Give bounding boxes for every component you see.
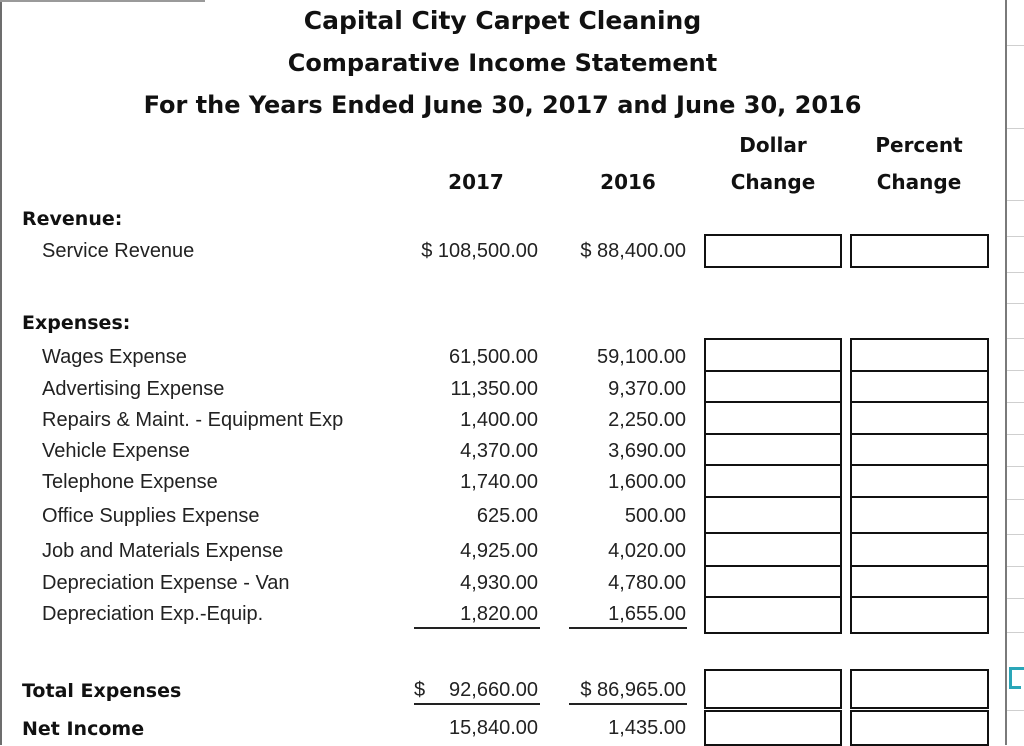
expenses-section-label: Expenses:	[22, 312, 131, 334]
total-expenses-percent-change-input[interactable]	[850, 669, 989, 709]
grid-line	[1007, 632, 1024, 633]
expense-percent-change-input[interactable]	[850, 496, 989, 534]
service-revenue-percent-change-input[interactable]	[850, 234, 989, 268]
expense-dollar-change-input[interactable]	[704, 464, 842, 498]
grid-line	[1007, 402, 1024, 403]
expense-2016-value: 1,600.00	[608, 471, 686, 493]
grid-line	[1007, 499, 1024, 500]
total-expenses-label: Total Expenses	[22, 680, 182, 702]
statement-title: Comparative Income Statement	[287, 49, 718, 77]
grid-line	[1007, 45, 1024, 46]
grid-line	[1007, 303, 1024, 304]
grid-line	[1007, 338, 1024, 339]
expense-dollar-change-input[interactable]	[704, 401, 842, 435]
expense-label: Job and Materials Expense	[42, 540, 284, 562]
total-expenses-2017-currency: $	[414, 679, 426, 701]
net-income-percent-change-input[interactable]	[850, 710, 989, 746]
expense-2017-value: 625.00	[476, 505, 538, 527]
column-header-dollar-change: Change	[730, 170, 816, 194]
grid-line	[1007, 534, 1024, 535]
grid-line	[1007, 466, 1024, 467]
expense-2016-value: 4,020.00	[608, 540, 686, 562]
total-expenses-2016: $ 86,965.00	[580, 679, 686, 701]
expense-2016-value: 2,250.00	[608, 409, 686, 431]
expense-2017-value: 4,930.00	[460, 572, 538, 594]
company-title: Capital City Carpet Cleaning	[303, 6, 702, 35]
service-revenue-2017: $ 108,500.00	[421, 240, 538, 262]
column-header-percent: Percent	[875, 133, 963, 157]
expense-label: Telephone Expense	[42, 471, 218, 493]
subtotal-underline-2017	[414, 627, 540, 629]
expense-dollar-change-input[interactable]	[704, 596, 842, 634]
expense-2016-value: 9,370.00	[608, 378, 686, 400]
expense-dollar-change-input[interactable]	[704, 433, 842, 466]
grid-line	[1007, 598, 1024, 599]
column-header-2016: 2016	[600, 170, 656, 194]
grid-line	[1007, 434, 1024, 435]
expense-2016-value: 59,100.00	[597, 346, 686, 368]
total-expenses-dollar-change-input[interactable]	[704, 669, 842, 709]
expense-2016-value: 4,780.00	[608, 572, 686, 594]
net-income-dollar-change-input[interactable]	[704, 710, 842, 746]
expense-2017-value: 4,925.00	[460, 540, 538, 562]
grid-line	[1007, 128, 1024, 129]
period-title: For the Years Ended June 30, 2017 and June 30, 2016	[143, 91, 862, 119]
expense-label: Vehicle Expense	[42, 440, 190, 462]
expense-label: Repairs & Maint. - Equipment Exp	[42, 409, 344, 431]
column-header-2017: 2017	[448, 170, 504, 194]
expense-percent-change-input[interactable]	[850, 565, 989, 598]
expense-label: Office Supplies Expense	[42, 505, 260, 527]
grid-line	[1007, 710, 1024, 711]
net-income-2016: 1,435.00	[608, 717, 686, 739]
expense-2016-value: 1,655.00	[608, 603, 686, 625]
grid-line	[1007, 370, 1024, 371]
expense-2016-value: 500.00	[624, 505, 686, 527]
expense-percent-change-input[interactable]	[850, 532, 989, 567]
grid-line	[1007, 236, 1024, 237]
selection-corner-icon[interactable]	[1009, 667, 1021, 689]
grid-line	[1007, 272, 1024, 273]
subtotal-underline-2016	[569, 627, 687, 629]
service-revenue-dollar-change-input[interactable]	[704, 234, 842, 268]
expense-2017-value: 1,740.00	[460, 471, 538, 493]
total-underline-2017	[414, 703, 540, 705]
expense-percent-change-input[interactable]	[850, 464, 989, 498]
expense-2017-value: 61,500.00	[449, 346, 538, 368]
expense-label: Wages Expense	[42, 346, 187, 368]
total-expenses-2017: 92,660.00	[449, 679, 538, 701]
expense-label: Depreciation Exp.-Equip.	[42, 603, 264, 625]
expense-dollar-change-input[interactable]	[704, 532, 842, 567]
net-income-label: Net Income	[22, 718, 145, 740]
grid-line	[1007, 200, 1024, 201]
adjacent-grid-strip	[1007, 0, 1024, 745]
expense-2017-value: 11,350.00	[450, 378, 538, 400]
expense-label: Depreciation Expense - Van	[42, 572, 290, 594]
expense-dollar-change-input[interactable]	[704, 338, 842, 372]
expense-dollar-change-input[interactable]	[704, 565, 842, 598]
expense-2017-value: 1,820.00	[460, 603, 538, 625]
expense-dollar-change-input[interactable]	[704, 370, 842, 403]
column-header-percent-change: Change	[876, 170, 962, 194]
expense-2016-value: 3,690.00	[608, 440, 686, 462]
column-header-dollar: Dollar	[739, 133, 807, 157]
net-income-2017: 15,840.00	[449, 717, 538, 739]
expense-percent-change-input[interactable]	[850, 370, 989, 403]
sheet-top-border	[0, 0, 205, 2]
grid-line	[1007, 566, 1024, 567]
revenue-section-label: Revenue:	[22, 208, 123, 230]
service-revenue-2016: $ 88,400.00	[580, 240, 686, 262]
expense-percent-change-input[interactable]	[850, 596, 989, 634]
service-revenue-label: Service Revenue	[42, 240, 195, 262]
expense-label: Advertising Expense	[42, 378, 225, 400]
expense-2017-value: 1,400.00	[460, 409, 538, 431]
expense-percent-change-input[interactable]	[850, 401, 989, 435]
expense-percent-change-input[interactable]	[850, 338, 989, 372]
expense-percent-change-input[interactable]	[850, 433, 989, 466]
expense-dollar-change-input[interactable]	[704, 496, 842, 534]
expense-2017-value: 4,370.00	[460, 440, 538, 462]
total-underline-2016	[569, 703, 687, 705]
